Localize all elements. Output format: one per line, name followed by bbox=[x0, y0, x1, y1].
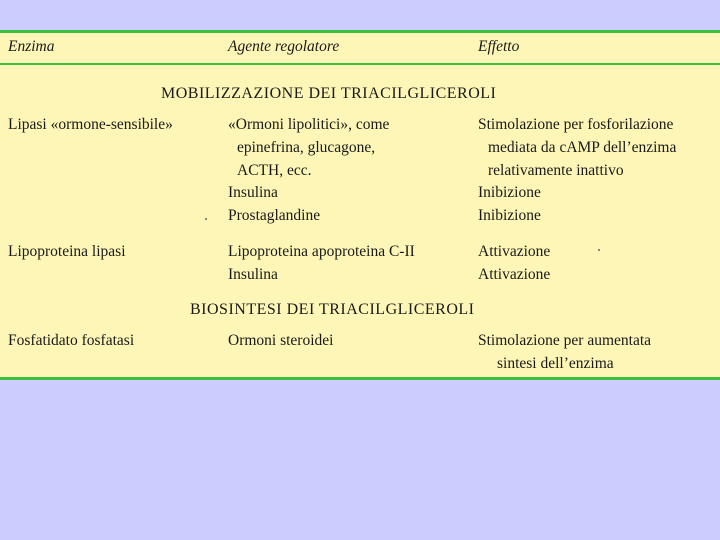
agent-insulina-1: Insulina bbox=[228, 184, 278, 201]
speck-mark bbox=[205, 218, 207, 220]
header-divider bbox=[0, 63, 720, 65]
agent-apoproteina: Lipoproteina apoproteina C-II bbox=[228, 243, 415, 260]
enzyme-lipoproteina-lipasi: Lipoproteina lipasi bbox=[8, 243, 126, 260]
agent-insulina-2: Insulina bbox=[228, 266, 278, 283]
agent-ormoni-steroidei: Ormoni steroidei bbox=[228, 332, 334, 349]
effect-inibizione-2: Inibizione bbox=[478, 207, 541, 224]
effect-inibizione-1: Inibizione bbox=[478, 184, 541, 201]
effect-line-1: Stimolazione per fosforilazione bbox=[478, 116, 674, 133]
effect-line-2: mediata da cAMP dell’enzima bbox=[488, 139, 677, 156]
section-title-biosintesi: BIOSINTESI DEI TRIACILGLICEROLI bbox=[190, 301, 475, 318]
header-enzima: Enzima bbox=[8, 38, 55, 55]
section-title-mobilizzazione: MOBILIZZAZIONE DEI TRIACILGLICEROLI bbox=[161, 85, 497, 102]
agent-line-2: epinefrina, glucagone, bbox=[237, 139, 376, 156]
effect-attivazione-2: Attivazione bbox=[478, 266, 551, 283]
table-panel bbox=[0, 30, 720, 380]
agent-prostaglandine: Prostaglandine bbox=[228, 207, 321, 224]
header-agente-regolatore: Agente regolatore bbox=[228, 38, 340, 55]
header-effetto: Effetto bbox=[478, 38, 520, 55]
effect-stimolazione-line-2: sintesi dell’enzima bbox=[497, 355, 614, 372]
effect-attivazione-1: Attivazione bbox=[478, 243, 551, 260]
speck-mark bbox=[598, 249, 600, 251]
enzyme-fosfatidato-fosfatasi: Fosfatidato fosfatasi bbox=[8, 332, 135, 349]
enzyme-lipasi: Lipasi «ormone-sensibile» bbox=[8, 116, 173, 133]
effect-stimolazione-line-1: Stimolazione per aumentata bbox=[478, 332, 652, 349]
agent-line-1: «Ormoni lipolitici», come bbox=[228, 116, 390, 133]
agent-line-3: ACTH, ecc. bbox=[237, 162, 312, 179]
effect-line-3: relativamente inattivo bbox=[488, 162, 624, 179]
